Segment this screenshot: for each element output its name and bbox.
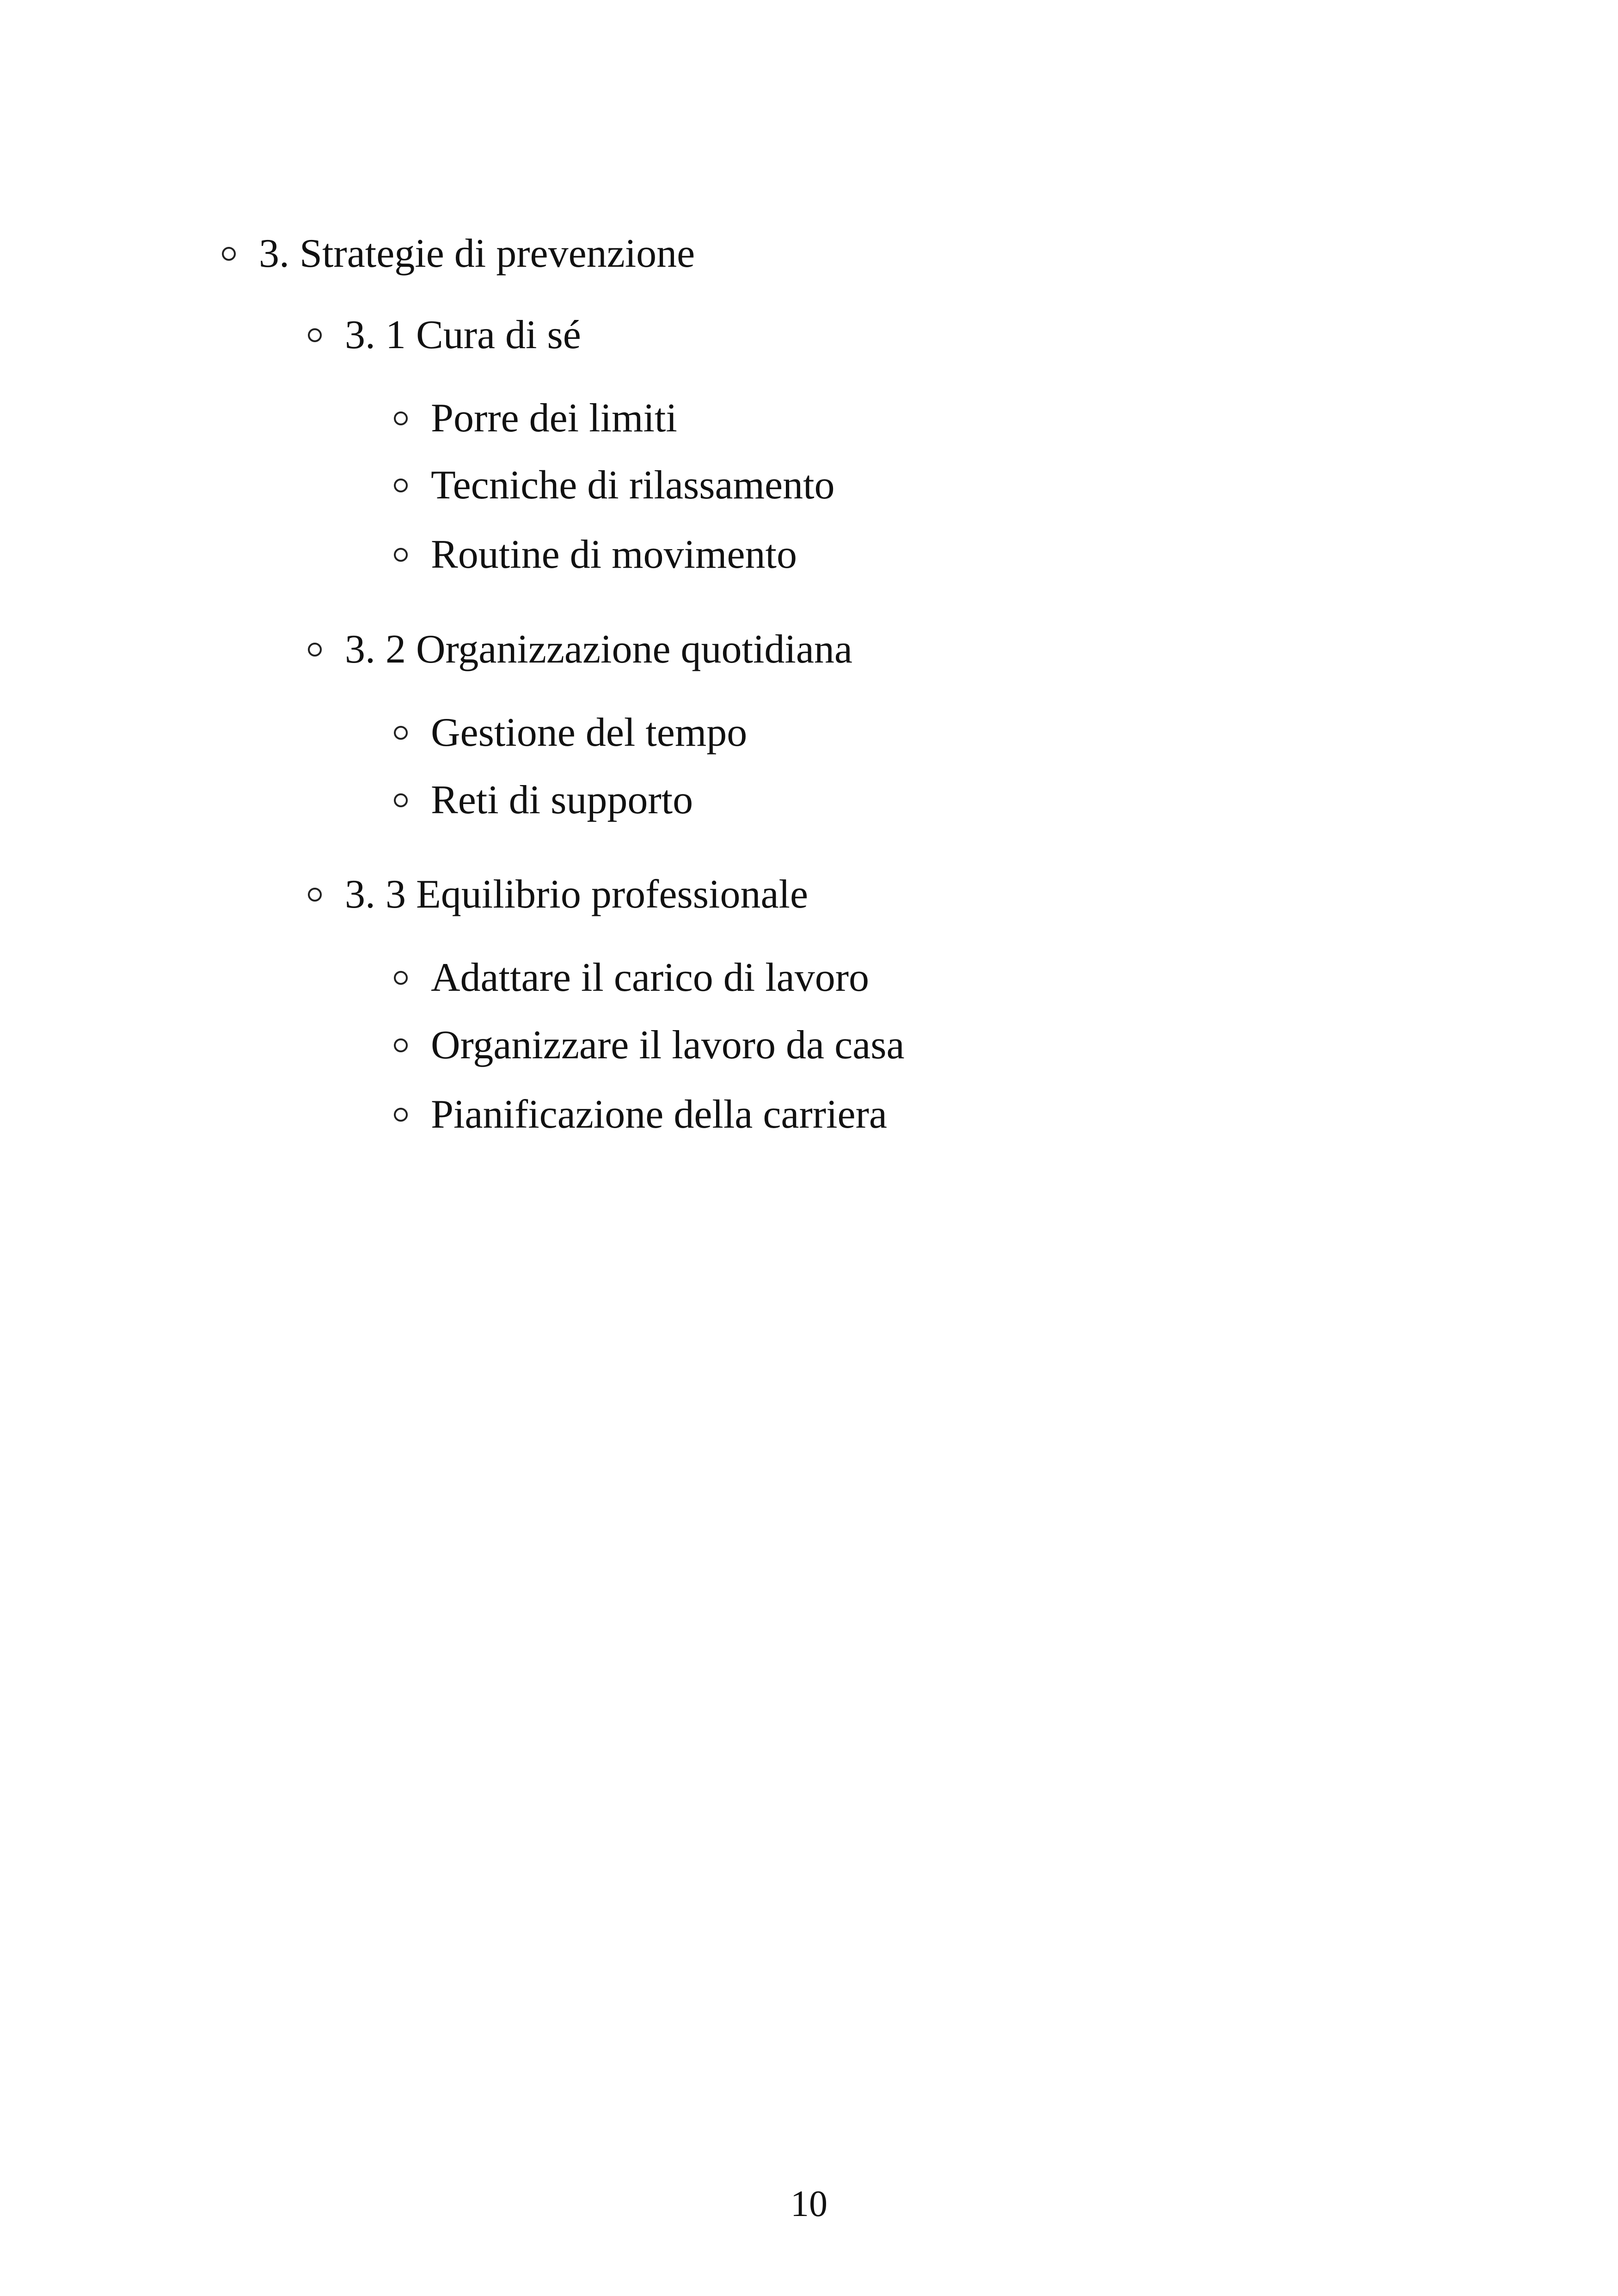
outline-item-label: Routine di movimento <box>431 532 797 577</box>
hollow-circle-bullet-icon <box>394 1038 408 1052</box>
hollow-circle-bullet-icon <box>394 1108 408 1122</box>
hollow-circle-bullet-icon <box>308 888 322 902</box>
outline-item-label: Porre dei limiti <box>431 396 677 441</box>
hollow-circle-bullet-icon <box>394 971 408 985</box>
outline-item <box>394 393 677 444</box>
outline-item-3-3 <box>308 869 808 920</box>
hollow-circle-bullet-icon <box>308 328 322 342</box>
outline-item <box>394 1020 905 1071</box>
outline-item-label: 3. 1 Cura di sé <box>345 313 581 357</box>
outline-item-3-1 <box>308 310 581 361</box>
hollow-circle-bullet-icon <box>308 643 322 657</box>
outline-item-section-3 <box>222 228 695 279</box>
hollow-circle-bullet-icon <box>222 247 236 261</box>
outline-item-label: Gestione del tempo <box>431 710 748 755</box>
outline-item-label: Organizzare il lavoro da casa <box>431 1023 905 1068</box>
outline-item-label: Pianificazione della carriera <box>431 1092 887 1137</box>
hollow-circle-bullet-icon <box>394 411 408 425</box>
hollow-circle-bullet-icon <box>394 548 408 562</box>
outline-item-label: 3. Strategie di prevenzione <box>259 231 695 276</box>
outline-item <box>394 529 797 580</box>
outline-item <box>394 460 835 511</box>
outline-item-label: Tecniche di rilassamento <box>431 463 835 508</box>
outline-item-3-2 <box>308 624 852 675</box>
page-number: 10 <box>791 2184 827 2224</box>
outline-item-label: Adattare il carico di lavoro <box>431 955 870 1000</box>
hollow-circle-bullet-icon <box>394 479 408 492</box>
outline-item-label: 3. 3 Equilibrio professionale <box>345 872 809 917</box>
outline-item <box>394 952 869 1003</box>
hollow-circle-bullet-icon <box>394 793 408 807</box>
hollow-circle-bullet-icon <box>394 726 408 740</box>
outline-item <box>394 775 693 826</box>
outline-item-label: 3. 2 Organizzazione quotidiana <box>345 627 852 672</box>
outline-item <box>394 1089 887 1140</box>
outline-item-label: Reti di supporto <box>431 778 693 823</box>
outline-item <box>394 707 747 758</box>
